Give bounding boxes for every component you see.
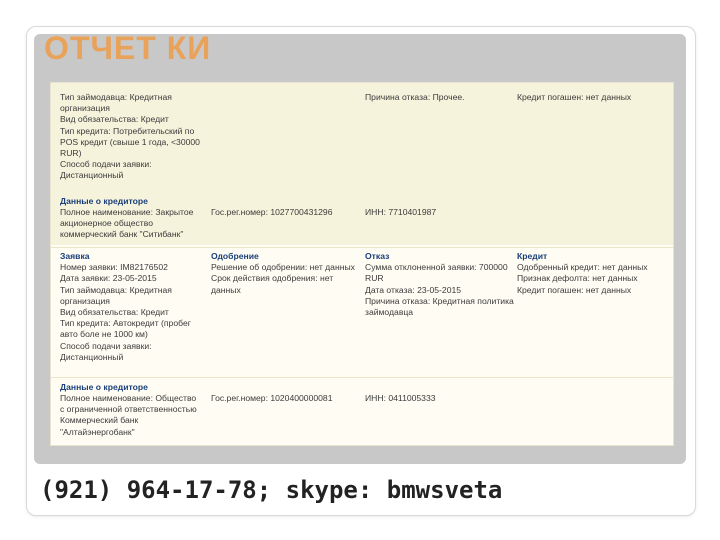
refusal-column: [365, 251, 515, 318]
credit-heading: Кредит: [517, 251, 548, 261]
section-divider: [51, 377, 673, 378]
credit-details: Одобренный кредит: нет данных Признак дефолта: нет данных Кредит погашен: нет данных: [517, 262, 648, 295]
creditor-inn: ИНН: 7710401987: [365, 207, 437, 217]
application-details: Номер заявки: IM82176502 Дата заявки: 23-05-2015 Тип займодавца: Кредитная организация Вид обязательства: Кредит Тип кредита: Автокредит (пробег авто боле не 1000 км) Способ подачи заявки: Дистанционный: [60, 262, 191, 362]
creditor-inn: ИНН: 0411005333: [365, 393, 436, 403]
refusal-details: Сумма отклоненной заявки: 700000 RUR Дата отказа: 23-05-2015 Причина отказа: Кредитная политика займодавца: [365, 262, 514, 318]
creditor-heading: Данные о кредиторе: [60, 196, 148, 206]
application-heading: Заявка: [60, 251, 90, 261]
report-upper-section: [51, 83, 673, 245]
section-divider: [51, 247, 673, 248]
creditor-reg-number: Гос.рег.номер: 1020400000081: [211, 393, 333, 403]
credit-report-document: [50, 82, 674, 446]
application-column: [60, 251, 205, 363]
credit-column: [517, 251, 669, 296]
approval-column: [211, 251, 361, 296]
creditor-reg-number: Гос.рег.номер: 1027700431296: [211, 207, 333, 217]
slide-title: ОТЧЕТ КИ: [44, 30, 212, 66]
contact-info: (921) 964-17-78; skype: bmwsveta: [40, 476, 503, 504]
upper-refusal-reason: Причина отказа: Прочее.: [365, 92, 465, 102]
approval-details: Решение об одобрении: нет данных Срок действия одобрения: нет данных: [211, 262, 355, 295]
creditor-full-name: Полное наименование: Закрытое акционерное общество коммерческий банк "Ситибанк": [60, 207, 194, 240]
approval-heading: Одобрение: [211, 251, 259, 261]
upper-credit-repaid: Кредит погашен: нет данных: [517, 92, 632, 102]
upper-request-details: Тип займодавца: Кредитная организация Вид обязательства: Кредит Тип кредита: Потребительский по POS кредит (свыше 1 года, <30000 RUR) Способ подачи заявки: Дистанционный: [60, 92, 200, 181]
refusal-heading: Отказ: [365, 251, 390, 261]
creditor-heading: Данные о кредиторе: [60, 382, 148, 392]
creditor-full-name: Полное наименование: Общество с ограниченной ответственностью Коммерческий банк "Алтайэнергобанк": [60, 393, 197, 437]
